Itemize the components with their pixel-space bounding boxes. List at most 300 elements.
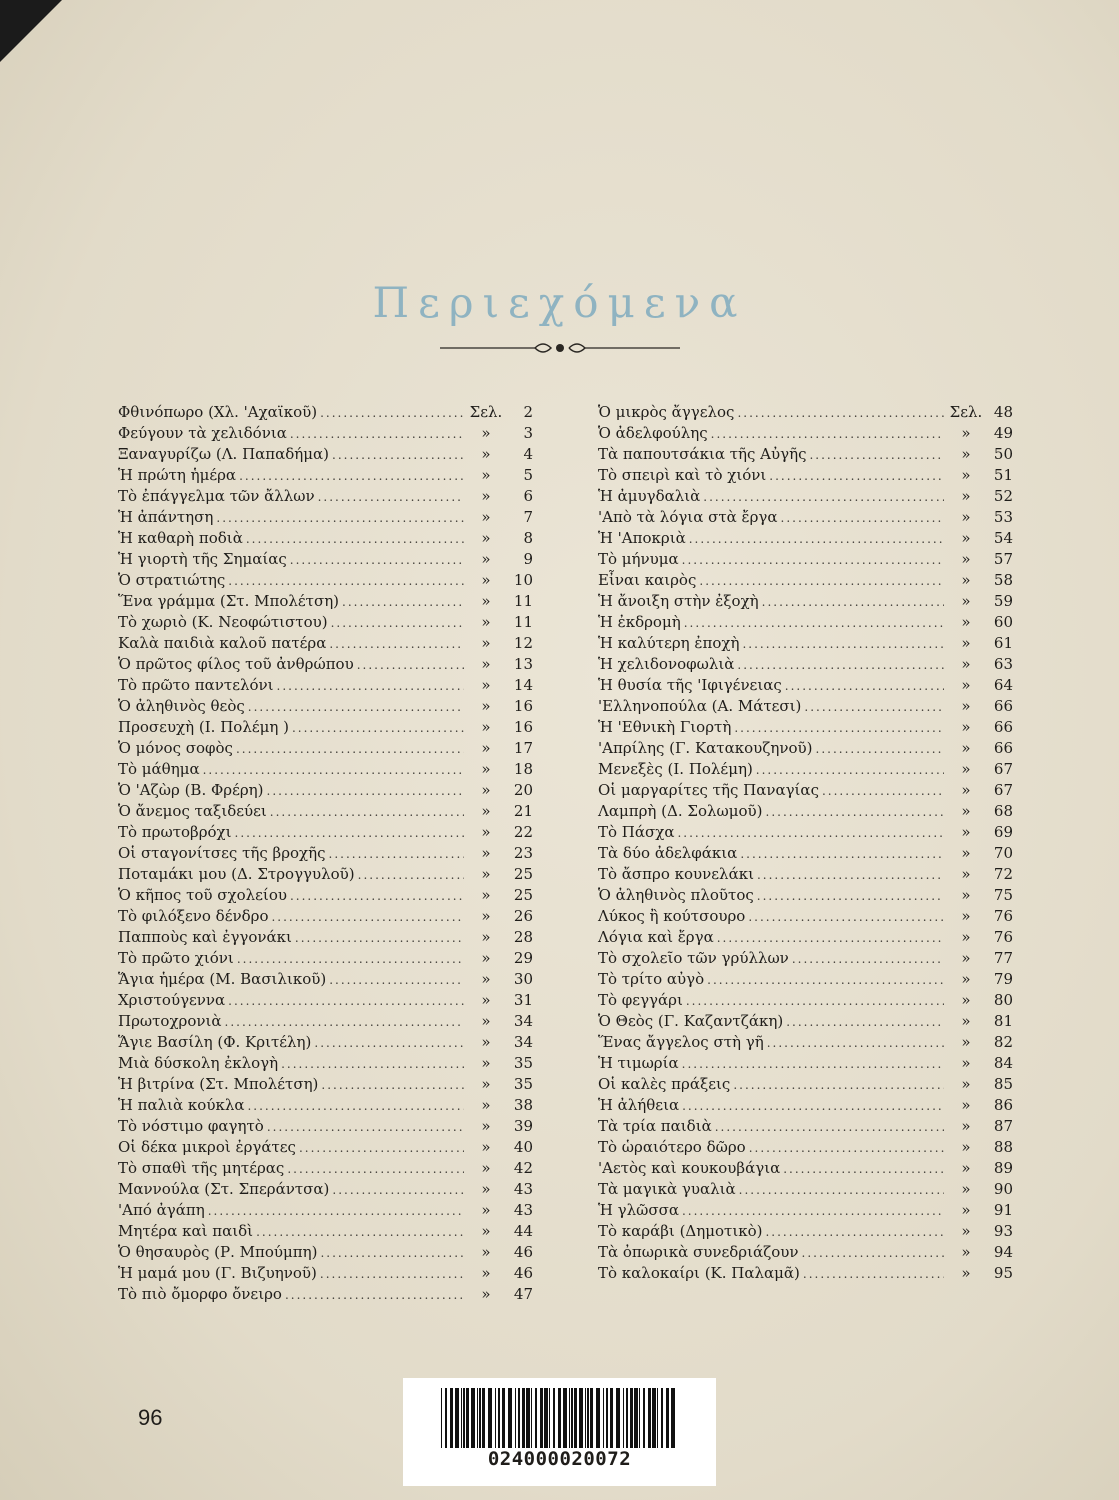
toc-entry [598,528,1013,549]
barcode-bar [531,1388,532,1448]
toc-entry-ditto: » [961,781,971,799]
toc-entry [598,402,1013,423]
barcode-bar [502,1388,505,1448]
toc-entry [118,1221,533,1242]
toc-entry-page: 38 [513,1096,533,1114]
dot-leader [684,613,944,634]
barcode-bar [574,1388,577,1448]
toc-entry-page: 67 [993,760,1013,778]
toc-entry-ditto: » [481,760,491,778]
barcode-bar [590,1388,593,1448]
toc-entry-ditto: Σελ. [469,403,503,421]
toc-entry-title: Τὸ φιλόξενο δένδρο [118,907,269,925]
dot-leader [809,445,944,466]
toc-entry [598,1263,1013,1284]
toc-entry-page: 26 [513,907,533,925]
toc-entry [118,654,533,675]
toc-entry [118,990,533,1011]
toc-entry-title: Ὁ ἄνεμος ταξιδεύει [118,802,267,820]
toc-entry [598,423,1013,444]
ornament-divider-icon [440,338,680,358]
dot-leader [332,1180,464,1201]
toc-entry-title: Τὸ σπαθὶ τῆς μητέρας [118,1159,285,1177]
toc-entry-ditto: » [961,949,971,967]
toc-entry-ditto: Σελ. [949,403,983,421]
barcode-bar [461,1388,462,1448]
barcode-bar [571,1388,573,1448]
toc-entry [118,738,533,759]
toc-entry-ditto: » [481,571,491,589]
toc-entry [598,465,1013,486]
toc-entry-title: Ὁ θησαυρὸς (Ρ. Μπούμπη) [118,1243,318,1261]
dot-leader [329,844,464,865]
toc-entry-page: 94 [993,1243,1013,1261]
toc-entry [598,927,1013,948]
toc-entry-ditto: » [481,928,491,946]
barcode-bar [508,1388,512,1448]
toc-entry-title: Μαννούλα (Στ. Σπεράντσα) [118,1180,330,1198]
dot-leader [762,592,944,613]
barcode-bar [643,1388,645,1448]
dot-leader [742,634,944,655]
toc-entry-page: 35 [513,1075,533,1093]
toc-entry [118,633,533,654]
barcode-bar [479,1388,481,1448]
toc-entry-page: 75 [993,886,1013,904]
toc-entry-title: Τὸ σχολεῖο τῶν γρύλλων [598,949,789,967]
dot-leader [686,991,944,1012]
toc-entry-title: Οἱ δέκα μικροὶ ἐργάτες [118,1138,296,1156]
toc-entry [598,1242,1013,1263]
toc-entry [598,591,1013,612]
toc-entry [118,1116,533,1137]
toc-entry [118,1263,533,1284]
toc-entry-ditto: » [481,655,491,673]
toc-entry [118,1011,533,1032]
barcode-bar [652,1388,656,1448]
toc-entry [118,507,533,528]
dot-leader [769,466,944,487]
toc-entry-page: 72 [993,865,1013,883]
toc-entry-page: 88 [993,1138,1013,1156]
dot-leader [277,676,464,697]
toc-entry [598,969,1013,990]
toc-entry [598,654,1013,675]
dot-leader [699,571,944,592]
toc-entry-title: Ἡ 'Αποκριὰ [598,529,686,547]
toc-entry-title: Ὁ στρατιώτης [118,571,226,589]
dot-leader [225,1012,464,1033]
toc-entry-page: 48 [993,403,1013,421]
toc-entry-page: 5 [523,466,533,484]
barcode-bar [634,1388,638,1448]
toc-entry-page: 40 [513,1138,533,1156]
toc-entry-page: 67 [993,781,1013,799]
dot-leader [314,1033,464,1054]
toc-entry-page: 82 [993,1033,1013,1051]
toc-entry [598,570,1013,591]
toc-entry [598,780,1013,801]
toc-entry [118,1032,533,1053]
toc-entry-ditto: » [961,466,971,484]
toc-entry-page: 84 [993,1054,1013,1072]
toc-entry-title: Ἡ παλιὰ κούκλα [118,1096,245,1114]
toc-entry-ditto: » [961,634,971,652]
toc-entry-page: 91 [993,1201,1013,1219]
dot-leader [320,1243,464,1264]
toc-entry-page: 86 [993,1096,1013,1114]
toc-entry-ditto: » [481,844,491,862]
toc-entry [598,885,1013,906]
dot-leader [740,844,944,865]
toc-entry-page: 22 [513,823,533,841]
toc-entry-page: 4 [523,445,533,463]
toc-entry-ditto: » [961,550,971,568]
toc-entry [598,696,1013,717]
toc-entry-ditto: » [961,886,971,904]
dot-leader [717,928,944,949]
toc-entry-title: Ἡ ἀπάντηση [118,508,214,526]
toc-entry [118,675,533,696]
barcode-bar [518,1388,520,1448]
toc-entry-page: 18 [513,760,533,778]
dot-leader [290,550,464,571]
toc-right-column [598,402,1013,1284]
toc-entry-ditto: » [961,1012,971,1030]
toc-entry-ditto: » [481,424,491,442]
barcode-bar [544,1388,548,1448]
toc-entry-ditto: » [481,613,491,631]
toc-entry-page: 46 [513,1264,533,1282]
dot-leader [320,1264,464,1285]
toc-entry-ditto: » [961,991,971,1009]
toc-entry-title: 'Αετὸς καὶ κουκουβάγια [598,1159,781,1177]
toc-entry-ditto: » [961,676,971,694]
dot-leader [682,1201,944,1222]
toc-entry-ditto: » [961,697,971,715]
barcode-bar [463,1388,465,1448]
toc-entry-ditto: » [961,1117,971,1135]
dot-leader [320,403,464,424]
toc-entry-title: Ὁ μόνος σοφὸς [118,739,233,757]
dot-leader [236,739,464,760]
toc-entry-page: 2 [523,403,533,421]
toc-entry-ditto: » [481,445,491,463]
dot-leader [804,697,944,718]
toc-left-column [118,402,533,1305]
dot-leader [682,1096,944,1117]
toc-entry-page: 17 [513,739,533,757]
barcode-bar [587,1388,589,1448]
dot-leader [208,1201,464,1222]
dot-leader [733,1075,944,1096]
toc-entry [598,633,1013,654]
toc-entry-ditto: » [481,739,491,757]
toc-entry-page: 76 [993,907,1013,925]
barcode-bar [661,1388,663,1448]
toc-entry-title: Τὰ δύο ἀδελφάκια [598,844,738,862]
dot-leader [237,949,464,970]
toc-entry [598,1053,1013,1074]
toc-entry-page: 85 [993,1075,1013,1093]
toc-entry-title: Τὸ καράβι (Δημοτικὸ) [598,1222,763,1240]
dot-leader [321,1075,464,1096]
toc-entry-page: 53 [993,508,1013,526]
dot-leader [228,571,464,592]
toc-entry-page: 28 [513,928,533,946]
toc-entry-page: 46 [513,1243,533,1261]
dot-leader [342,592,464,613]
dot-leader [703,487,944,508]
toc-entry-ditto: » [961,865,971,883]
toc-entry-title: Μενεξὲς (Ι. Πολέμη) [598,760,753,778]
toc-entry-page: 90 [993,1180,1013,1198]
toc-entry-ditto: » [961,655,971,673]
toc-entry-title: Ἡ τιμωρία [598,1054,679,1072]
toc-entry [598,1137,1013,1158]
dot-leader [329,970,464,991]
toc-entry-page: 30 [513,970,533,988]
toc-entry-title: Τὸ πρῶτο παντελόνι [118,676,274,694]
dot-leader [329,634,464,655]
barcode-bar [623,1388,624,1448]
toc-entry-title: Ὁ ἀληθινὸς θεὸς [118,697,245,715]
toc-entry-page: 52 [993,487,1013,505]
dot-leader [299,1138,464,1159]
toc-entry-ditto: » [481,1033,491,1051]
toc-entry-page: 6 [523,487,533,505]
barcode-bar [535,1388,537,1448]
toc-entry-ditto: » [481,1243,491,1261]
toc-entry-ditto: » [961,1201,971,1219]
dot-leader [235,823,464,844]
barcode-bar [471,1388,475,1448]
toc-entry-page: 14 [513,676,533,694]
toc-entry [598,1011,1013,1032]
toc-entry-page: 7 [523,508,533,526]
toc-entry-title: Χριστούγεννα [118,991,226,1009]
toc-entry-ditto: » [481,466,491,484]
dot-leader [239,466,464,487]
toc-entry-title: Ἡ καλύτερη ἐποχὴ [598,634,740,652]
toc-entry [598,1074,1013,1095]
toc-entry-title: 'Απὸ τὰ λόγια στὰ ἔργα [598,508,778,526]
toc-entry-title: 'Ελληνοπούλα (Α. Μάτεσι) [598,697,802,715]
toc-entry-title: Ποταμάκι μου (Δ. Στρογγυλοῦ) [118,865,355,883]
toc-entry-ditto: » [481,970,491,988]
toc-entry-ditto: » [481,781,491,799]
dot-leader [757,865,944,886]
toc-entry [598,738,1013,759]
dot-leader [246,529,464,550]
toc-entry-title: Ἡ ἄνοιξη στὴν ἐξοχὴ [598,592,759,610]
dot-leader [332,445,464,466]
toc-entry-title: Ὁ Θεὸς (Γ. Καζαντζάκη) [598,1012,784,1030]
toc-entry-title: Τὸ καλοκαίρι (Κ. Παλαμᾶ) [598,1264,800,1282]
barcode-bar [515,1388,516,1448]
barcode-bar [657,1388,658,1448]
toc-entry-page: 42 [513,1159,533,1177]
toc-entry-page: 16 [513,718,533,736]
toc-entry-page: 80 [993,991,1013,1009]
dot-leader [756,760,944,781]
toc-entry-title: 'Απρίλης (Γ. Κατακουζηνοῦ) [598,739,813,757]
barcode-bar [522,1388,525,1448]
dot-leader [271,907,464,928]
page-number: 96 [138,1405,163,1430]
toc-entry-title: Τὸ νόστιμο φαγητὸ [118,1117,264,1135]
toc-entry-ditto: » [481,907,491,925]
barcode-bar [648,1388,651,1448]
toc-entry-title: Ἅγιε Βασίλη (Φ. Κριτέλη) [118,1033,312,1051]
dot-leader [734,718,944,739]
toc-entry [118,1179,533,1200]
toc-entry-title: Ἡ ἀλήθεια [598,1096,680,1114]
toc-entry-title: Τὸ τρίτο αὐγὸ [598,970,705,988]
toc-entry-ditto: » [961,592,971,610]
dot-leader [689,529,944,550]
dot-leader [711,424,944,445]
folded-corner [0,0,62,62]
toc-entry [118,444,533,465]
toc-entry-page: 69 [993,823,1013,841]
barcode-bar [488,1388,492,1448]
toc-entry-page: 13 [513,655,533,673]
barcode-bar [630,1388,633,1448]
toc-entry-title: Τὸ ἐπάγγελμα τῶν ἄλλων [118,487,315,505]
toc-entry-page: 34 [513,1033,533,1051]
toc-entry-ditto: » [481,1075,491,1093]
toc-entry [118,885,533,906]
dot-leader [757,886,944,907]
dot-leader [765,1222,944,1243]
toc-entry-title: Ἕνα γράμμα (Στ. Μπολέτση) [118,592,340,610]
toc-entry-page: 20 [513,781,533,799]
toc-entry-ditto: » [481,508,491,526]
toc-entry [118,927,533,948]
toc-entry [598,549,1013,570]
toc-entry-title: Ὁ ἀδελφούλης [598,424,708,442]
toc-entry-ditto: » [961,613,971,631]
toc-entry-title: Ἡ καθαρὴ ποδιὰ [118,529,243,547]
toc-entry-ditto: » [961,907,971,925]
toc-entry [118,1074,533,1095]
toc-entry-ditto: » [481,1201,491,1219]
toc-entry [598,717,1013,738]
toc-entry-ditto: » [481,1117,491,1135]
toc-entry [598,801,1013,822]
toc-entry [118,423,533,444]
toc-entry-page: 25 [513,865,533,883]
toc-entry-ditto: » [961,1138,971,1156]
toc-entry-page: 12 [513,634,533,652]
toc-entry-page: 11 [513,592,533,610]
toc-entry-page: 29 [513,949,533,967]
toc-entry-title: Εἶναι καιρὸς [598,571,697,589]
toc-entry-title: Τὸ μάθημα [118,760,200,778]
toc-entry-ditto: » [481,1012,491,1030]
toc-entry-ditto: » [481,1159,491,1177]
barcode-bar [482,1388,485,1448]
toc-entry-title: Ὁ κῆπος τοῦ σχολείου [118,886,287,904]
dot-leader [267,781,464,802]
dot-leader [290,886,464,907]
toc-entry-page: 10 [513,571,533,589]
barcode-bar [626,1388,628,1448]
toc-entry-title: Οἱ σταγονίτσες τῆς βροχῆς [118,844,326,862]
dot-leader [783,1159,944,1180]
toc-entry-ditto: » [481,592,491,610]
dot-leader [290,424,464,445]
dot-leader [270,802,464,823]
dot-leader [248,697,464,718]
toc-entry-ditto: » [961,1075,971,1093]
dot-leader [358,865,464,886]
barcode-bar [466,1388,469,1448]
barcode-bar [477,1388,478,1448]
toc-entry-ditto: » [961,970,971,988]
dot-leader [737,655,944,676]
toc-entry [118,969,533,990]
barcode-bar [585,1388,586,1448]
toc-entry-page: 95 [993,1264,1013,1282]
barcode-bar [498,1388,500,1448]
toc-entry-page: 76 [993,928,1013,946]
toc-entry-title: Τὸ χωριὸ (Κ. Νεοφώτιστου) [118,613,328,631]
toc-entry-page: 66 [993,718,1013,736]
toc-entry-page: 68 [993,802,1013,820]
toc-entry-title: Τὸ ἄσπρο κουνελάκι [598,865,754,883]
toc-entry-page: 43 [513,1201,533,1219]
toc-entry-page: 58 [993,571,1013,589]
toc-entry-ditto: » [961,844,971,862]
toc-entry [118,402,533,423]
toc-entry-title: 'Από ἀγάπη [118,1201,205,1219]
toc-entry-title: Ἡ ἐκδρομὴ [598,613,681,631]
toc-entry-page: 21 [513,802,533,820]
toc-entry [118,486,533,507]
toc-entry-title: Ἅγια ἡμέρα (Μ. Βασιλικοῦ) [118,970,327,988]
dot-leader [295,928,464,949]
barcode-bar [666,1388,669,1448]
toc-entry-title: Καλὰ παιδιὰ καλοῦ πατέρα [118,634,327,652]
toc-entry-ditto: » [481,634,491,652]
dot-leader [781,508,945,529]
toc-entry-ditto: » [481,1264,491,1282]
toc-entry-ditto: » [961,1243,971,1261]
toc-entry [598,864,1013,885]
toc-entry-ditto: » [961,1180,971,1198]
toc-entry-ditto: » [481,1054,491,1072]
dot-leader [737,403,944,424]
barcode-bar [526,1388,530,1448]
toc-entry-ditto: » [961,1264,971,1282]
dot-leader [285,1285,464,1306]
toc-entry [598,675,1013,696]
toc-entry-page: 54 [993,529,1013,547]
toc-entry-ditto: » [481,1096,491,1114]
dot-leader [715,1117,944,1138]
toc-entry [598,486,1013,507]
toc-entry [598,948,1013,969]
toc-entry [598,1179,1013,1200]
toc-entry [118,906,533,927]
dot-leader [822,781,944,802]
toc-entry-ditto: » [481,1222,491,1240]
dot-leader [767,1033,944,1054]
toc-entry-ditto: » [961,823,971,841]
toc-entry-title: Τὸ μήνυμα [598,550,679,568]
